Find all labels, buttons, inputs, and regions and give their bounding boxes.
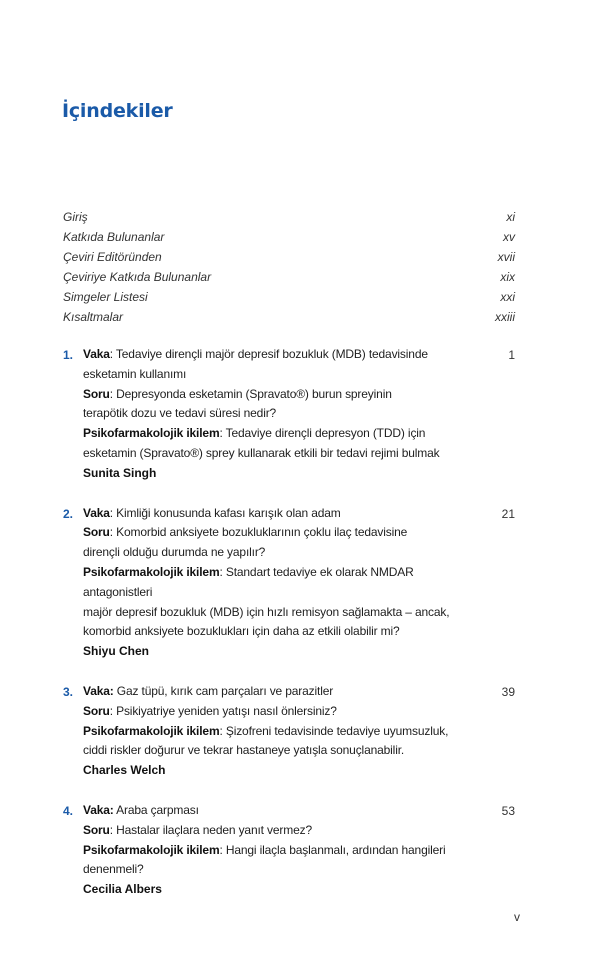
toc-entry-page: xi <box>506 210 515 224</box>
chapter-author: Sunita Singh <box>83 465 157 480</box>
chapter-line-text: : Komorbid anksiyete bozukluklarının çoklu ilaç tedavisine <box>109 525 408 540</box>
chapter-author: Cecilia Albers <box>83 882 162 897</box>
chapter-entry[interactable] <box>63 504 515 662</box>
chapter-entry[interactable] <box>63 801 515 900</box>
toc-entry[interactable] <box>63 267 515 287</box>
chapter-line-text: Araba çarpması <box>113 802 199 817</box>
chapter-line-text: esketamin (Spravato®) sprey kullanarak etkili bir tedavi rejimi bulmak <box>83 445 440 460</box>
chapter-line-label: Soru <box>83 703 110 718</box>
chapter-line-label: Vaka <box>83 347 110 361</box>
toc-entry[interactable] <box>63 207 515 227</box>
chapter-line <box>83 563 515 603</box>
toc-entry-page: xix <box>500 270 515 284</box>
toc-entry-label: Kısaltmalar <box>63 310 124 324</box>
chapter-line <box>83 821 515 841</box>
toc-entry-label: Giriş <box>63 210 88 224</box>
chapter-line-label: Vaka <box>83 505 110 520</box>
toc-entry[interactable] <box>63 307 515 327</box>
chapter-line <box>83 741 515 761</box>
page-number: v <box>514 910 520 924</box>
chapter-line <box>83 523 515 543</box>
chapter-number: 4. <box>63 803 74 818</box>
chapter-line <box>83 722 515 742</box>
chapter-line <box>83 424 515 444</box>
chapter-line-text: : Standart tedaviye ek olarak NMDAR antagonistleri <box>83 564 414 599</box>
toc-entry-page: xxiii <box>495 310 515 324</box>
toc-entry-label: Simgeler Listesi <box>63 290 148 304</box>
chapter-line-label: Vaka: <box>83 683 114 698</box>
chapter-line-text: ciddi riskler doğurur ve tekrar hastaneye yatışla sonuçlanabilir. <box>83 743 405 758</box>
chapter-line <box>83 444 515 464</box>
chapter-line-label: Psikofarmakolojik ikilem <box>83 842 220 857</box>
chapter-line-text: : Kimliği konusunda kafası karışık olan adam <box>109 505 341 520</box>
toc-entry-label: Çeviriye Katkıda Bulunanlar <box>63 270 212 284</box>
page-title: İçindekiler <box>62 100 173 122</box>
chapter-line <box>83 404 515 424</box>
chapter-line-text: : Tedaviye dirençli depresyon (TDD) için <box>219 426 426 441</box>
chapter-line-label: Psikofarmakolojik ikilem <box>83 426 220 441</box>
chapter-line <box>83 622 515 642</box>
chapter-line <box>83 702 515 722</box>
chapter-line-text: : Depresyonda esketamin (Spravato®) burun spreyinin <box>109 386 392 401</box>
toc-entry[interactable] <box>63 227 515 247</box>
chapter-entry[interactable] <box>63 682 515 781</box>
chapter-line-text: majör depresif bozukluk (MDB) için hızlı remisyon sağlamakta – ancak, <box>83 604 450 619</box>
chapter-line <box>83 841 515 881</box>
chapter-line <box>83 543 515 563</box>
chapter-entry[interactable] <box>63 345 515 484</box>
chapter-line-text: : Hangi ilaçla başlanmalı, ardından hangileri denenmeli? <box>83 842 446 877</box>
chapter-author: Charles Welch <box>83 763 166 778</box>
toc-entry-page: xv <box>503 230 515 244</box>
chapter-line-label: Soru <box>83 822 110 837</box>
toc-entry-page: xvii <box>497 250 515 264</box>
chapter-page: 1 <box>508 348 515 362</box>
chapter-line-text: : Hastalar ilaçlara neden yanıt vermez? <box>109 822 312 837</box>
chapter-line-text: terapötik dozu ve tedavi süresi nedir? <box>83 406 277 421</box>
chapter-line-text: : Şizofreni tedavisinde tedaviye uyumsuzluk, <box>219 723 449 738</box>
chapter-line-label: Soru <box>83 386 110 401</box>
chapter-author: Shiyu Chen <box>83 644 150 659</box>
chapter-number: 2. <box>63 506 74 521</box>
chapter-line <box>83 345 515 365</box>
chapter-line-text: Gaz tüpü, kırık cam parçaları ve parazitler <box>113 683 334 698</box>
chapter-line-text: esketamin kullanımı <box>83 366 187 381</box>
chapter-line <box>83 682 515 702</box>
chapter-page: 39 <box>501 684 515 699</box>
chapter-line-text: : Psikiyatriye yeniden yatışı nasıl önlersiniz? <box>109 703 337 718</box>
chapter-line-text: komorbid anksiyete bozuklukları için daha az etkili olabilir mi? <box>83 624 400 639</box>
chapter-line-label: Psikofarmakolojik ikilem <box>83 723 220 738</box>
chapter-list <box>63 345 515 920</box>
chapter-line-text: : Tedaviye dirençli majör depresif bozukluk (MDB) tedavisinde <box>109 347 428 361</box>
toc-entry-label: Katkıda Bulunanlar <box>63 230 165 244</box>
toc-entry-page: xxi <box>500 290 515 304</box>
chapter-page: 21 <box>501 506 515 521</box>
chapter-line <box>83 504 515 524</box>
chapter-line <box>83 365 515 385</box>
chapter-line-label: Vaka: <box>83 802 114 817</box>
toc-entry-label: Çeviri Editöründen <box>63 250 162 264</box>
front-matter-list <box>63 207 515 327</box>
chapter-line-label: Soru <box>83 525 110 540</box>
chapter-line <box>83 385 515 405</box>
chapter-line <box>83 801 515 821</box>
chapter-line-label: Psikofarmakolojik ikilem <box>83 564 220 579</box>
chapter-number: 1. <box>63 348 74 362</box>
chapter-line-text: dirençli olduğu durumda ne yapılır? <box>83 545 266 560</box>
chapter-number: 3. <box>63 684 74 699</box>
toc-entry[interactable] <box>63 287 515 307</box>
chapter-page: 53 <box>501 803 515 818</box>
chapter-line <box>83 603 515 623</box>
toc-entry[interactable] <box>63 247 515 267</box>
